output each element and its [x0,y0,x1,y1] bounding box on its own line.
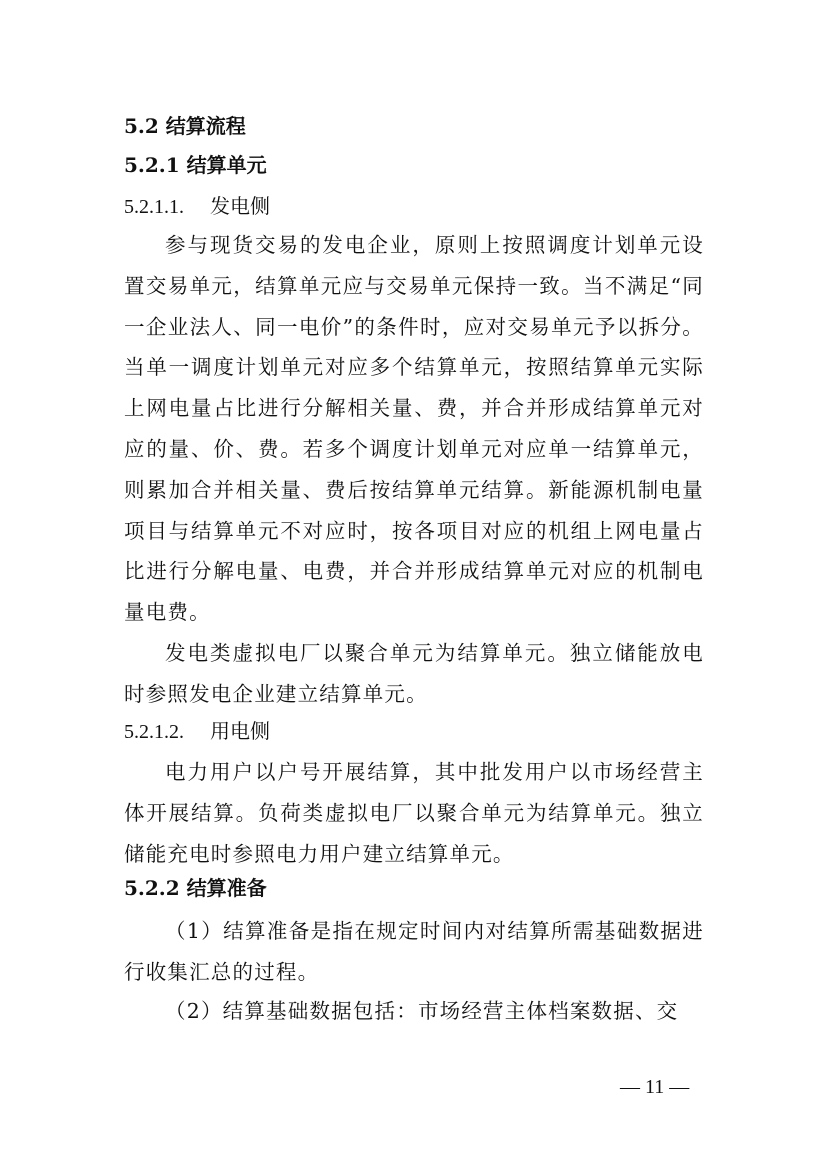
paragraph-consumption-settlement-unit: 电力用户以户号开展结算，其中批发用户以市场经营主体开展结算。负荷类虚拟电厂以聚合单元为结算单元。独立储能充电时参照电力用户建立结算单元。 [124,760,704,866]
page-number: — 11 — [620,1076,690,1098]
paragraph-virtual-power-plant-generation: 发电类虚拟电厂以聚合单元为结算单元。独立储能放电时参照发电企业建立结算单元。 [124,641,704,706]
section-heading-5-2-1: 5.2.1 结算单元 [124,153,267,177]
section-heading-5-2-1-1 [124,188,270,225]
heading-number: 5.2.1.2. [124,721,184,743]
section-heading-5-2-2: 5.2.2 结算准备 [124,876,267,900]
paragraph-generation-settlement-unit: 参与现货交易的发电企业，原则上按照调度计划单元设置交易单元，结算单元应与交易单元保持一致。当不满足“同一企业法人、同一电价”的条件时，应对交易单元予以拆分。当单一调度计划单元对应多个结算单元，按照结算单元实际上网电量占比进行分解相关量、费，并合并形成结算单元对应的量、价、费。若多个调度计划单元对应单一结算单元，则累加合并相关量、费后按结算单元结算。新能源机制电量项目与结算单元不对应时，按各项目对应的机组上网电量占比进行分解电量、电费，并合并形成结算单元对应的机制电量电费。 [124,233,704,625]
heading-title: 用电侧 [210,719,270,743]
heading-title: 发电侧 [210,194,270,218]
section-heading-5-2: 5.2 结算流程 [124,114,246,138]
section-heading-5-2-1-2 [124,713,270,750]
paragraph-settlement-prep-2: （2）结算基础数据包括：市场经营主体档案数据、交 [165,999,679,1023]
paragraph-settlement-prep-1: （1）结算准备是指在规定时间内对结算所需基础数据进行收集汇总的过程。 [124,919,704,984]
heading-number: 5.2.1.1. [124,196,184,218]
